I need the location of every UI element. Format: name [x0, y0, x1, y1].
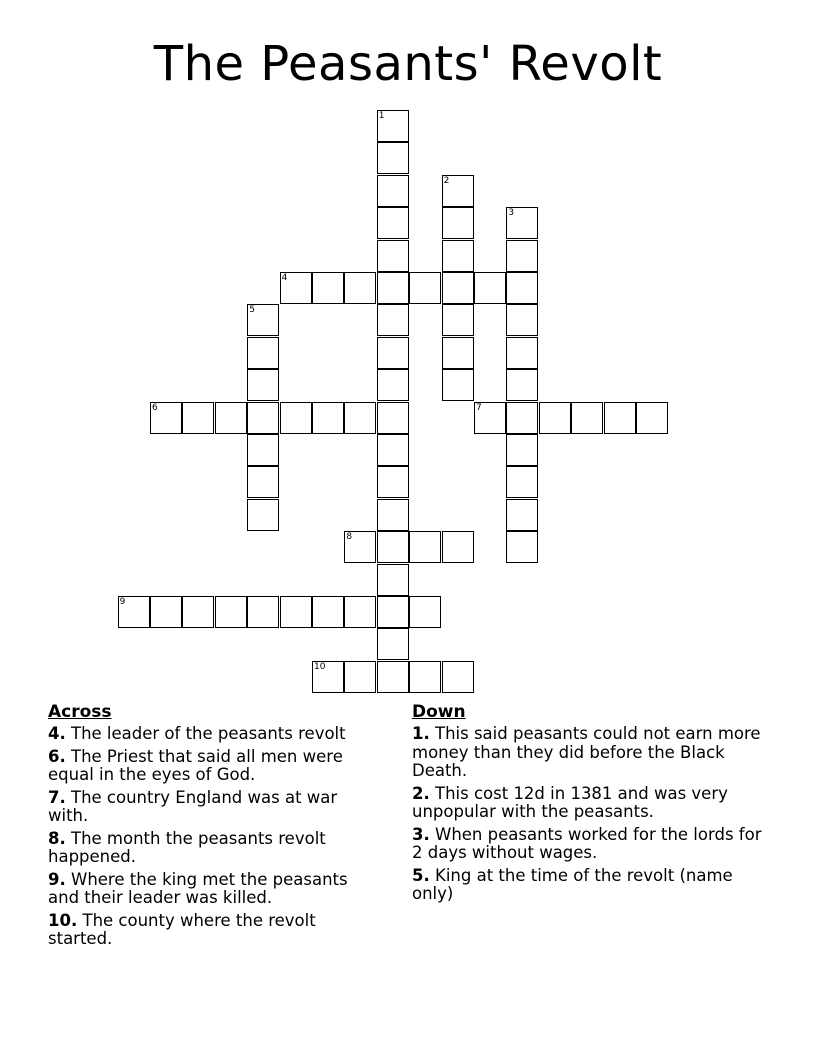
crossword-cell[interactable] [280, 596, 312, 628]
crossword-cell[interactable] [506, 240, 538, 272]
crossword-cell[interactable] [377, 175, 409, 207]
down-heading: Down [412, 702, 466, 722]
crossword-cell[interactable] [442, 272, 474, 304]
crossword-cell[interactable] [377, 304, 409, 336]
crossword-cell[interactable] [377, 369, 409, 401]
crossword-cell[interactable] [506, 434, 538, 466]
crossword-cell[interactable] [377, 531, 409, 563]
clue-number: 7 [476, 402, 482, 413]
across-clue-6: 6. The Priest that said all men were equal in the eyes of God. [48, 746, 343, 784]
crossword-cell[interactable] [377, 499, 409, 531]
clue-number: 9 [119, 597, 126, 607]
crossword-cell[interactable] [442, 175, 474, 207]
crossword-cell[interactable] [377, 564, 409, 596]
crossword-cell[interactable] [312, 596, 344, 628]
crossword-cell[interactable] [604, 402, 636, 434]
down-clue-2: 2. This cost 12d in 1381 and was very unpopular with the peasants. [412, 783, 728, 821]
crossword-cell[interactable] [150, 596, 182, 628]
crossword-cell[interactable] [377, 110, 409, 142]
crossword-cell[interactable] [344, 596, 376, 628]
crossword-cell[interactable] [377, 207, 409, 239]
down-clue-3: 3. When peasants worked for the lords for 2 days without wages. [412, 824, 762, 862]
crossword-cell[interactable] [474, 402, 506, 434]
crossword-cell[interactable] [344, 661, 376, 693]
crossword-cell[interactable] [474, 272, 506, 304]
crossword-cell[interactable] [377, 628, 409, 660]
clue-number: 8 [346, 532, 353, 543]
clue-number: 2 [443, 175, 450, 186]
crossword-cell[interactable] [247, 434, 279, 466]
crossword-cell[interactable] [118, 596, 150, 628]
clue-number: 5 [249, 305, 255, 316]
crossword-cell[interactable] [215, 402, 247, 434]
crossword-cell[interactable] [247, 369, 279, 401]
crossword-cell[interactable] [377, 466, 409, 498]
crossword-cell[interactable] [150, 402, 182, 434]
crossword-cell[interactable] [506, 304, 538, 336]
crossword-cell[interactable] [506, 272, 538, 304]
crossword-cell[interactable] [215, 596, 247, 628]
crossword-cell[interactable] [247, 466, 279, 498]
clue-number: 4 [281, 273, 288, 283]
crossword-cell[interactable] [377, 240, 409, 272]
crossword-cell[interactable] [247, 402, 279, 434]
crossword-cell[interactable] [409, 531, 441, 563]
crossword-cell[interactable] [506, 337, 538, 369]
across-heading: Across [48, 702, 112, 722]
across-clue-8: 8. The month the peasants revolt happened. [48, 828, 326, 866]
crossword-cell[interactable] [344, 402, 376, 434]
crossword-cell[interactable] [377, 402, 409, 434]
crossword-cell[interactable] [377, 272, 409, 304]
crossword-cell[interactable] [442, 240, 474, 272]
crossword-cell[interactable] [506, 402, 538, 434]
clue-number: 3 [508, 208, 515, 219]
crossword-cell[interactable] [636, 402, 668, 434]
across-clue-4: 4. The leader of the peasants revolt [48, 724, 346, 743]
crossword-cell[interactable] [409, 596, 441, 628]
crossword-cell[interactable] [247, 499, 279, 531]
crossword-cell[interactable] [377, 337, 409, 369]
crossword-cell[interactable] [539, 402, 571, 434]
crossword-cell[interactable] [377, 596, 409, 628]
page-title: The Peasants' Revolt [153, 36, 663, 92]
crossword-cell[interactable] [377, 434, 409, 466]
across-clue-9: 9. Where the king met the peasants and their leader was killed. [48, 869, 348, 907]
crossword-cell[interactable] [182, 596, 214, 628]
down-clues [412, 702, 762, 908]
crossword-cell[interactable] [344, 531, 376, 563]
crossword-cell[interactable] [247, 596, 279, 628]
crossword-cell[interactable] [409, 272, 441, 304]
crossword-cell[interactable] [247, 337, 279, 369]
crossword-cell[interactable] [377, 142, 409, 174]
crossword-cell[interactable] [506, 531, 538, 563]
down-clue-1: 1. This said peasants could not earn more money than they did before the Black Death. [412, 724, 761, 780]
crossword-cell[interactable] [280, 402, 312, 434]
crossword-cell[interactable] [506, 499, 538, 531]
crossword-cell[interactable] [312, 661, 344, 693]
crossword-cell[interactable] [442, 369, 474, 401]
crossword-cell[interactable] [506, 466, 538, 498]
across-clues [48, 702, 378, 953]
crossword-cell[interactable] [247, 304, 279, 336]
crossword-cell[interactable] [442, 337, 474, 369]
crossword-cell[interactable] [312, 272, 344, 304]
across-clue-7: 7. The country England was at war with. [48, 787, 338, 825]
down-clue-5: 5. King at the time of the revolt (name only) [412, 865, 733, 903]
crossword-cell[interactable] [409, 661, 441, 693]
across-clue-10: 10. The county where the revolt started. [48, 910, 316, 948]
crossword-cell[interactable] [377, 661, 409, 693]
crossword-cell[interactable] [312, 402, 344, 434]
clue-number: 1 [378, 111, 385, 121]
clue-number: 6 [152, 402, 158, 413]
crossword-cell[interactable] [506, 207, 538, 239]
crossword-cell[interactable] [280, 272, 312, 304]
crossword-cell[interactable] [442, 531, 474, 563]
clue-number: 10 [314, 661, 326, 672]
crossword-cell[interactable] [442, 661, 474, 693]
crossword-cell[interactable] [571, 402, 603, 434]
crossword-cell[interactable] [442, 207, 474, 239]
crossword-cell[interactable] [506, 369, 538, 401]
crossword-cell[interactable] [442, 304, 474, 336]
crossword-cell[interactable] [182, 402, 214, 434]
crossword-cell[interactable] [344, 272, 376, 304]
